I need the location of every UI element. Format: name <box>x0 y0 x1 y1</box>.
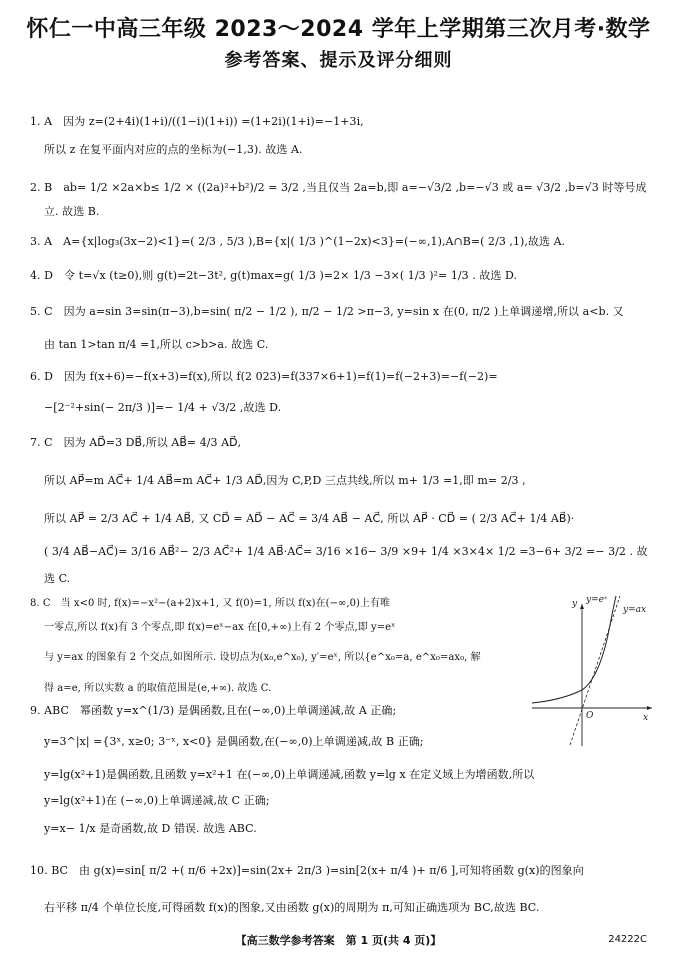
x-axis-label: x <box>643 713 649 723</box>
solution-line: 右平移 π/4 个单位长度,可得函数 f(x)的图象,又由函数 g(x)的周期为 π,可知正确选项为 BC,故选 BC. <box>44 901 540 914</box>
line-ax-label: y=ax <box>623 605 647 615</box>
solution-line: 1. A 因为 z=(2+4i)(1+i)/((1−i)(1+i)) =(1+2i)(1+i)=−1+3i, <box>30 115 364 128</box>
page-subtitle: 参考答案、提示及评分细则 <box>224 50 453 71</box>
solution-line: 2. B ab= 1/2 ×2a×b≤ 1/2 × ((2a)²+b²)/2 = 3/2 ,当且仅当 2a=b,即 a=−√3/2 ,b=−√3 或 a= √3/2 ,b=√3 时等号成 <box>30 181 647 194</box>
solution-line: 选 C. <box>44 572 71 585</box>
solution-line: 8. C 当 x<0 时, f(x)=−x²−(a+2)x+1, 又 f(0)=1, 所以 f(x)在(−∞,0)上有唯 <box>30 598 391 609</box>
exp-line-graph <box>528 590 656 750</box>
solution-line: 6. D 因为 f(x+6)=−f(x+3)=f(x),所以 f(2 023)=f(337×6+1)=f(1)=f(−2+3)=−f(−2)= <box>30 370 498 383</box>
solution-line: 7. C 因为 AD⃗=3 DB⃗,所以 AB⃗= 4/3 AD⃗, <box>30 436 242 449</box>
exam-code: 24222C <box>608 934 647 945</box>
solution-line: y=x− 1/x 是奇函数,故 D 错误. 故选 ABC. <box>44 822 257 835</box>
page-title: 怀仁一中高三年级 2023～2024 学年上学期第三次月考·数学 <box>26 17 651 42</box>
solution-line: y=lg(x²+1)在 (−∞,0)上单调递减,故 C 正确; <box>44 794 270 807</box>
x-axis-arrow-icon <box>647 706 652 710</box>
solution-line: 所以 AP⃗ = 2/3 AC⃗ + 1/4 AB⃗, 又 CD⃗ = AD⃗ − AC⃗ = 3/4 AB⃗ − AC⃗, 所以 AP⃗ · CD⃗ = ( 2/3 AC⃗+ 1/4 AB⃗)· <box>44 512 575 525</box>
solution-line: y=3^|x| ={3ˣ, x≥0; 3⁻ˣ, x<0} 是偶函数,在(−∞,0)上单调递减,故 B 正确; <box>44 735 424 748</box>
curve-exp-label: y=eˣ <box>586 595 608 605</box>
solution-line: 得 a=e, 所以实数 a 的取值范围是(e,+∞). 故选 C. <box>44 683 272 694</box>
solution-line: 所以 AP⃗=m AC⃗+ 1/4 AB⃗=m AC⃗+ 1/3 AD⃗,因为 C,P,D 三点共线,所以 m+ 1/3 =1,即 m= 2/3 , <box>44 474 526 487</box>
solution-line: 一零点,所以 f(x)有 3 个零点,即 f(x)=eˣ−ax 在[0,+∞)上有 2 个零点,即 y=eˣ <box>44 622 396 633</box>
solution-line: 3. A A={x|log₃(3x−2)<1}=( 2/3 , 5/3 ),B={x|( 1/3 )^(1−2x)<3}=(−∞,1),A∩B=( 2/3 ,1),故选 A. <box>30 235 566 248</box>
solution-line: 10. BC 由 g(x)=sin[ π/2 +( π/6 +2x)]=sin(2x+ 2π/3 )=sin[2(x+ π/4 )+ π/6 ],可知将函数 g(x)的图象向 <box>30 864 584 877</box>
solution-line: 5. C 因为 a=sin 3=sin(π−3),b=sin( π/2 − 1/2 ), π/2 − 1/2 >π−3, y=sin x 在(0, π/2 )上单调递增,所以 a<b. 又 <box>30 305 624 318</box>
solution-line: 4. D 令 t=√x (t≥0),则 g(t)=2t−3t², g(t)max=g( 1/3 )=2× 1/3 −3×( 1/3 )²= 1/3 . 故选 D. <box>30 269 517 282</box>
tangent-line-ax <box>570 596 620 745</box>
solution-line: −[2⁻²+sin(− 2π/3 )]=− 1/4 + √3/2 ,故选 D. <box>44 401 282 414</box>
solution-line: y=lg(x²+1)是偶函数,且函数 y=x²+1 在(−∞,0)上单调递减,函数 y=lg x 在定义域上为增函数,所以 <box>44 768 535 781</box>
solution-line: 立. 故选 B. <box>44 205 100 218</box>
origin-label: O <box>586 711 594 721</box>
solution-line: 所以 z 在复平面内对应的点的坐标为(−1,3). 故选 A. <box>44 143 303 156</box>
y-axis-label: y <box>572 599 578 609</box>
solution-line: ( 3/4 AB⃗−AC⃗)= 3/16 AB⃗²− 2/3 AC⃗²+ 1/4 AB⃗·AC⃗= 3/16 ×16− 3/9 ×9+ 1/4 ×3×4× 1/2 =3−6+ 3/2 =− 3/2 . 故 <box>44 545 648 558</box>
exp-curve <box>532 596 616 703</box>
solution-line: 9. ABC 幂函数 y=x^(1/3) 是偶函数,且在(−∞,0)上单调递减,故 A 正确; <box>30 704 397 717</box>
solution-line: 与 y=ax 的图象有 2 个交点,如图所示. 设切点为(x₀,e^x₀), y′=eˣ, 所以{e^x₀=a, e^x₀=ax₀, 解 <box>44 652 481 663</box>
solution-line: 由 tan 1>tan π/4 =1,所以 c>b>a. 故选 C. <box>44 338 269 351</box>
y-axis-arrow-icon <box>580 604 584 609</box>
page-footer: 【高三数学参考答案 第 1 页(共 4 页)】 <box>235 934 442 947</box>
